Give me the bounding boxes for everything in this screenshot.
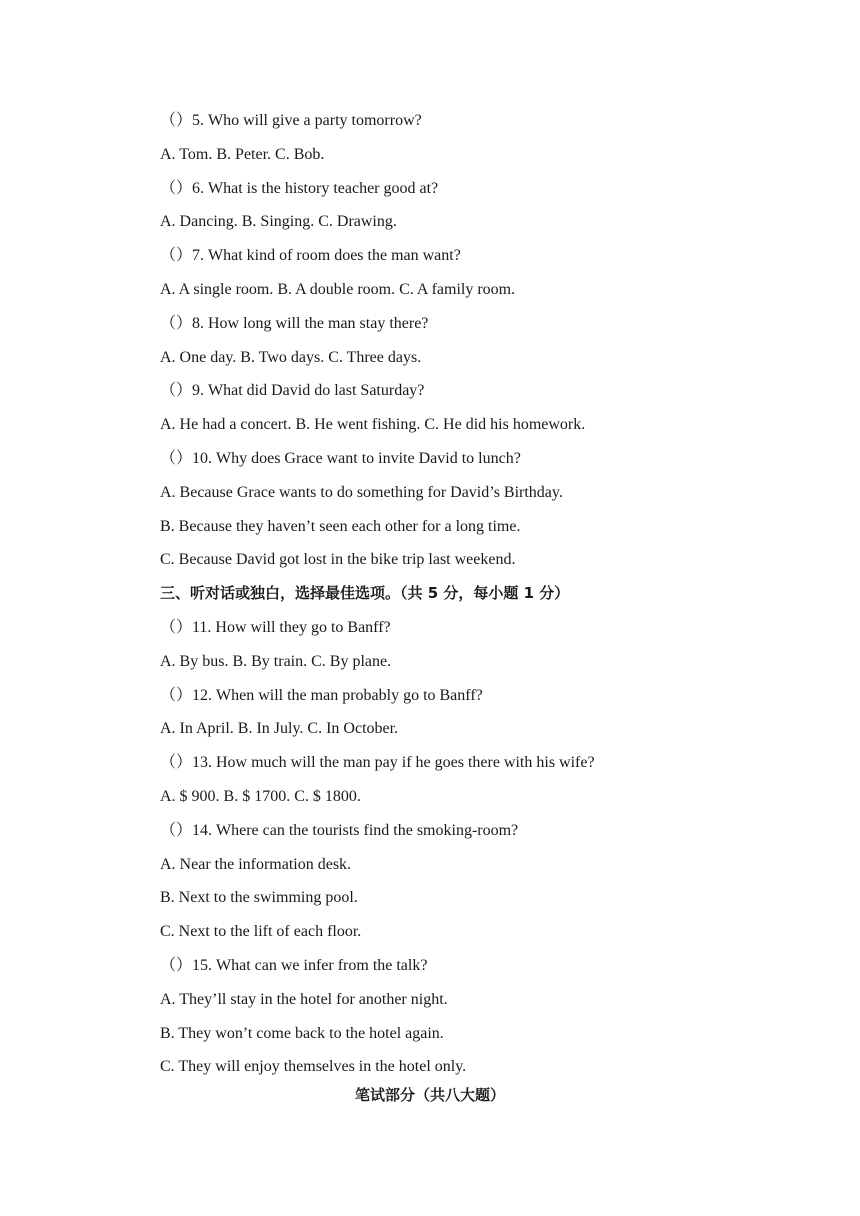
question-12 — [160, 679, 720, 747]
document-page — [160, 104, 720, 1084]
question-9-options: A. He had a concert. B. He went fishing. C. He did his homework. — [160, 416, 586, 434]
section-3-heading: 三、听对话或独白，选择最佳选项。（共 5 分，每小题 1 分） — [160, 584, 570, 603]
question-10-text: （）10. Why does Grace want to invite David to lunch? — [160, 449, 521, 467]
question-10-option-c: C. Because David got lost in the bike trip last weekend. — [160, 551, 516, 569]
question-13-text: （）13. How much will the man pay if he goes there with his wife? — [160, 754, 595, 772]
question-9 — [160, 374, 720, 442]
question-7-text: （）7. What kind of room does the man want? — [160, 247, 461, 265]
question-7-options: A. A single room. B. A double room. C. A family room. — [160, 280, 516, 298]
question-5-options: A. Tom. B. Peter. C. Bob. — [160, 145, 325, 163]
question-8-text: （）8. How long will the man stay there? — [160, 314, 429, 332]
question-5 — [160, 104, 720, 172]
question-15-option-b: B. They won’t come back to the hotel again. — [160, 1024, 444, 1042]
question-14-option-c: C. Next to the lift of each floor. — [160, 923, 362, 941]
question-12-text: （）12. When will the man probably go to Banff? — [160, 686, 483, 704]
question-8 — [160, 307, 720, 375]
question-8-options: A. One day. B. Two days. C. Three days. — [160, 348, 422, 366]
question-10 — [160, 442, 720, 577]
question-13 — [160, 746, 720, 814]
written-part-heading: 笔试部分（共八大题） — [354, 1086, 505, 1104]
question-15-text: （）15. What can we infer from the talk? — [160, 956, 428, 974]
question-11-text: （）11. How will they go to Banff? — [160, 618, 391, 636]
question-12-options: A. In April. B. In July. C. In October. — [160, 720, 399, 738]
question-10-option-b: B. Because they haven’t seen each other for a long time. — [160, 517, 521, 535]
question-13-options: A. $ 900. B. $ 1700. C. $ 1800. — [160, 787, 361, 805]
question-11-options: A. By bus. B. By train. C. By plane. — [160, 652, 392, 670]
question-6-options: A. Dancing. B. Singing. C. Drawing. — [160, 213, 397, 231]
question-10-option-a: A. Because Grace wants to do something for David’s Birthday. — [160, 483, 563, 501]
question-7 — [160, 239, 720, 307]
question-14-text: （）14. Where can the tourists find the smoking-room? — [160, 821, 519, 839]
question-14 — [160, 814, 720, 949]
question-9-text: （）9. What did David do last Saturday? — [160, 382, 425, 400]
question-14-option-a: A. Near the information desk. — [160, 855, 352, 873]
question-14-option-b: B. Next to the swimming pool. — [160, 889, 358, 907]
question-15-option-c: C. They will enjoy themselves in the hotel only. — [160, 1058, 467, 1076]
question-11 — [160, 611, 720, 679]
question-6-text: （）6. What is the history teacher good at? — [160, 179, 439, 197]
question-15 — [160, 949, 720, 1084]
question-15-option-a: A. They’ll stay in the hotel for another night. — [160, 990, 448, 1008]
question-6 — [160, 172, 720, 240]
question-5-text: （）5. Who will give a party tomorrow? — [160, 112, 422, 129]
